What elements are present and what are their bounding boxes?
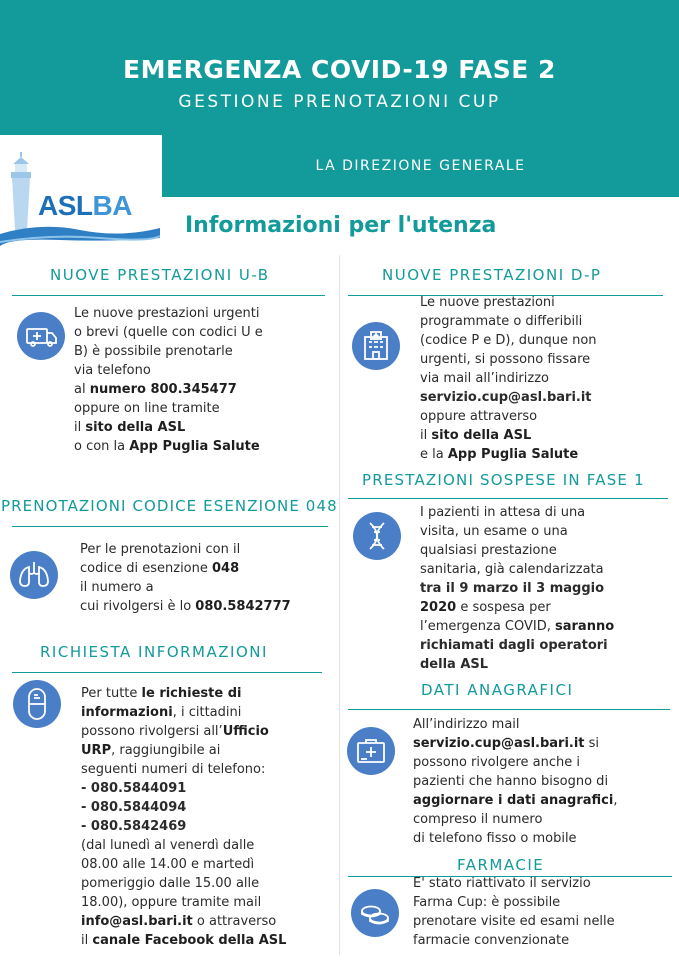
text-line: I pazienti in attesa di una: [420, 505, 586, 520]
section-rule-esenzione: [12, 526, 328, 527]
text-line: informazioni, i cittadini: [81, 705, 242, 720]
text-line: E' stato riattivato il servizio: [413, 876, 591, 891]
column-divider: [339, 255, 340, 955]
text-line: programmate o differibili: [420, 314, 583, 329]
text-line: Per tutte le richieste di: [81, 686, 242, 701]
section-rule-info: [12, 672, 322, 673]
text-line: 2020 e sospesa per: [420, 600, 551, 615]
lungs-icon: [10, 551, 58, 599]
dna-icon: [353, 512, 401, 560]
phone-number: numero 800.345477: [89, 382, 237, 397]
text-line: seguenti numeri di telefono:: [81, 762, 266, 777]
phone-number: - 080.5842469: [81, 819, 187, 834]
asl-site-link: sito della ASL: [85, 420, 186, 435]
app-name: App Puglia Salute: [129, 439, 260, 454]
page-title: EMERGENZA COVID-19 FASE 2: [123, 55, 556, 84]
capsule-icon: [13, 680, 61, 728]
text-line: il sito della ASL: [74, 420, 186, 435]
phone-number: - 080.5844094: [81, 800, 187, 815]
text-line: farmacie convenzionate: [413, 933, 570, 948]
text-ub: [74, 304, 263, 456]
email-address: servizio.cup@asl.bari.it: [420, 390, 592, 405]
text-line: qualsiasi prestazione: [420, 543, 557, 558]
section-title-sospese: PRESTAZIONI SOSPESE IN FASE 1: [362, 471, 645, 489]
text-line: sanitaria, già calendarizzata: [420, 562, 604, 577]
section-rule-ub: [12, 295, 325, 296]
text-line: e la App Puglia Salute: [420, 447, 579, 462]
text-line: Farma Cup: è possibile: [413, 895, 561, 910]
text-line: oppure attraverso: [420, 409, 538, 424]
text-sospese: [420, 503, 614, 674]
text-line: prenotare visite ed esami nelle: [413, 914, 615, 929]
text-line: Per le prenotazioni con il: [80, 542, 241, 557]
text-anagrafici: [413, 715, 617, 848]
section-title-esenzione: PRENOTAZIONI CODICE ESENZIONE 048: [1, 497, 338, 515]
section-title-ub: NUOVE PRESTAZIONI U-B: [50, 266, 270, 284]
text-line: o brevi (quelle con codici U e: [74, 325, 263, 340]
logo-text-ba: BA: [92, 190, 132, 221]
section-title-info: RICHIESTA INFORMAZIONI: [40, 643, 268, 661]
text-line: di telefono fisso o mobile: [413, 831, 577, 846]
phone-number: - 080.5844091: [81, 781, 187, 796]
text-line: via mail all’indirizzo: [420, 371, 549, 386]
text-line: oppure on line tramite: [74, 401, 220, 416]
text-esenzione: [80, 540, 291, 616]
section-rule-anagrafici: [348, 709, 670, 710]
text-line: il canale Facebook della ASL: [81, 933, 287, 948]
asl-site-link: sito della ASL: [431, 428, 532, 443]
ambulance-icon: [17, 312, 65, 360]
logo-text: [38, 190, 132, 222]
text-line: richiamati dagli operatori: [420, 638, 608, 653]
text-line: il sito della ASL: [420, 428, 532, 443]
text-line: urgenti, si possono fissare: [420, 352, 591, 367]
text-line: (dal lunedì al venerdì dalle: [81, 838, 255, 853]
text-line: pomeriggio dalle 15.00 alle: [81, 876, 260, 891]
text-line: della ASL: [420, 657, 489, 672]
text-line: All’indirizzo mail: [413, 717, 520, 732]
text-line: via telefono: [74, 363, 151, 378]
section-rule-sospese: [348, 498, 668, 499]
hospital-icon: [352, 322, 400, 370]
text-dp: [420, 293, 597, 464]
text-line: 08.00 alle 14.00 e martedì: [81, 857, 255, 872]
facebook-channel: canale Facebook della ASL: [92, 933, 287, 948]
text-line: pazienti che hanno bisogno di: [413, 774, 609, 789]
section-title-farmacie: FARMACIE: [457, 856, 545, 874]
text-line: B) è possibile prenotarle: [74, 344, 233, 359]
text-line: info@asl.bari.it o attraverso: [81, 914, 277, 929]
page-subtitle: GESTIONE PRENOTAZIONI CUP: [178, 92, 501, 112]
info-title: Informazioni per l'utenza: [185, 213, 497, 238]
phone-number: 080.5842777: [195, 599, 291, 614]
app-name: App Puglia Salute: [447, 447, 579, 462]
text-line: tra il 9 marzo il 3 maggio: [420, 581, 605, 596]
text-info: [81, 684, 286, 950]
text-line: cui rivolgersi è lo 080.5842777: [80, 599, 291, 614]
text-line: 18.00), oppure tramite mail: [81, 895, 262, 910]
text-line: o con la App Puglia Salute: [74, 439, 260, 454]
text-line: l’emergenza COVID, saranno: [420, 619, 615, 634]
text-line: URP, raggiungibile ai: [81, 743, 221, 758]
text-line: possono rivolgersi all’Ufficio: [81, 724, 269, 739]
text-line: il numero a: [80, 580, 154, 595]
text-line: visita, un esame o una: [420, 524, 568, 539]
medical-kit-icon: [347, 727, 395, 775]
text-line: servizio.cup@asl.bari.it si: [413, 736, 600, 751]
direzione-label: LA DIREZIONE GENERALE: [315, 158, 526, 174]
logo-text-asl: ASL: [38, 190, 93, 221]
text-line: (codice P e D), dunque non: [420, 333, 597, 348]
text-line: codice di esenzione 048: [80, 561, 240, 576]
section-title-dp: NUOVE PRESTAZIONI D-P: [382, 266, 602, 284]
email-address: servizio.cup@asl.bari.it: [413, 736, 585, 751]
email-address: info@asl.bari.it: [81, 914, 193, 929]
text-line: Le nuove prestazioni: [420, 295, 555, 310]
text-line: al numero 800.345477: [74, 382, 237, 397]
section-title-anagrafici: DATI ANAGRAFICI: [421, 681, 574, 699]
text-line: Le nuove prestazioni urgenti: [74, 306, 260, 321]
text-line: aggiornare i dati anagrafici,: [413, 793, 618, 808]
pills-icon: [351, 889, 399, 937]
text-line: compreso il numero: [413, 812, 543, 827]
text-line: possono rivolgere anche i: [413, 755, 581, 770]
text-farmacie: [413, 874, 615, 950]
